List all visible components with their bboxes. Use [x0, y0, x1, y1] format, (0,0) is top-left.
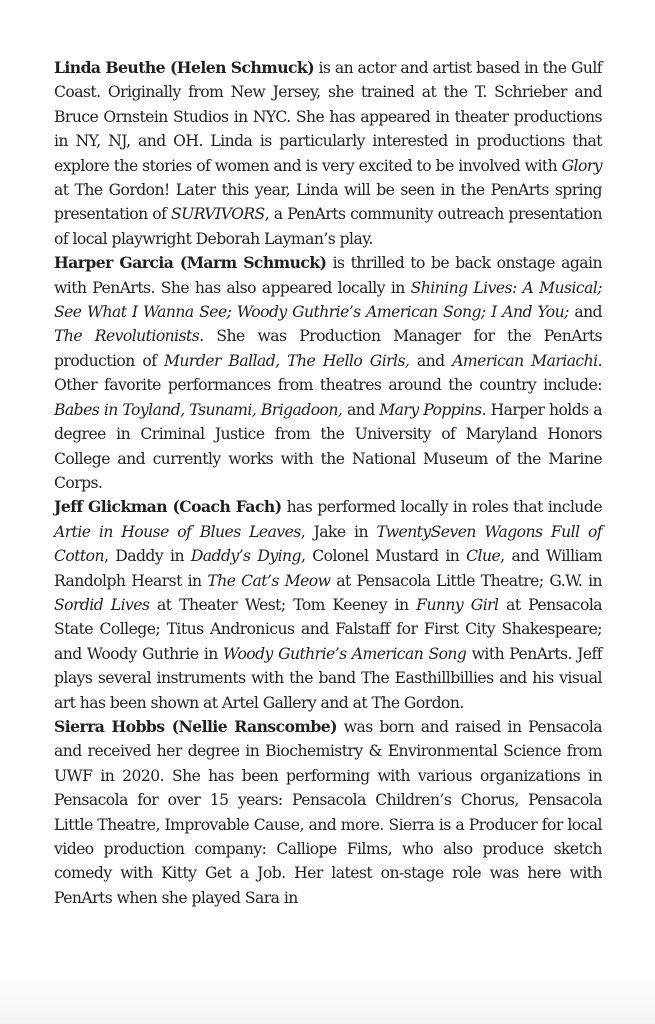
page-bottom-edge	[0, 974, 655, 1024]
bio-text: was born and raised in Pensacola and received her degree in Biochemistry & Environmental Science from UWF in 2020. She has been performing with various organizations in Pensacola for over 15 years: Pensacola Children’s Chorus, Pensacola Little Theatre, Improvable Cause, and more. Sierra is a Producer for local video production company: Calliope Films, who also produce sketch comedy with Kitty Get a Job. Her latest on-stage role was here with PenArts when she played Sara in	[54, 717, 603, 907]
bio-text: . Other favorite performances from theatres around the country include:	[54, 351, 602, 395]
bio-title: Shining Lives: A Musical; See What I Wanna See; Woody Guthrie’s American Song; I And You;	[54, 278, 602, 322]
bio-text: and	[342, 400, 380, 419]
bio-title: Mary Poppins	[379, 400, 482, 419]
bio-text: , Jake in	[300, 522, 377, 541]
bio-text: and	[409, 351, 453, 370]
bio-text: at Theater West; Tom Keeney in	[149, 595, 417, 614]
bio-title: American Mariachi	[452, 351, 598, 370]
bio-title: Daddy’s Dying	[190, 547, 301, 566]
bio-text: and	[568, 303, 602, 322]
bio-text: , a PenArts community outreach presentation of local playwright Deborah Layman’s play.	[54, 205, 602, 248]
bio-name: Sierra Hobbs (Nellie Ranscombe)	[54, 716, 337, 736]
bio-title: Artie in House of Blues Leaves	[54, 522, 301, 541]
bio-title: SURVIVORS	[171, 205, 265, 224]
bio-text: . She was Production Manager for the PenArts production of	[54, 327, 602, 370]
bio-sierra-hobbs	[54, 715, 602, 910]
bio-text: is thrilled to be back onstage again with PenArts. She has also appeared locally in	[54, 254, 602, 297]
bio-title: Woody Guthrie’s American Song	[223, 644, 467, 663]
bio-text: at Pensacola State College; Titus Andronicus and Falstaff for First City Shakespeare; and Woody Guthrie in	[54, 595, 602, 663]
bio-title: Murder Ballad, The Hello Girls,	[164, 351, 410, 370]
bio-jeff-glickman	[54, 495, 602, 715]
bio-linda-beuthe	[54, 56, 602, 251]
bio-text: is an actor and artist based in the Gulf Coast. Originally from New Jersey, she trained at the T. Schrieber and Bruce Ornstein Studios in NYC. She has appeared in theater productions in NY, NJ, and OH. Linda is particularly interested in productions that explore the stories of women and is very excited to be involved with	[54, 59, 603, 175]
bio-title: Funny Girl	[416, 595, 499, 614]
bio-title: The Cat’s Meow	[207, 571, 331, 590]
bio-title: Babes in Toyland, Tsunami, Brigadoon,	[54, 400, 343, 419]
bio-text: , Daddy in	[103, 547, 191, 566]
bio-title: The Revolutionists	[54, 327, 200, 346]
bio-text: at The Gordon! Later this year, Linda will be seen in the PenArts spring presentation of	[54, 181, 602, 224]
bio-title: TwentySeven Wagons Full of Cotton	[54, 522, 602, 566]
bio-title: Sordid Lives	[54, 595, 150, 614]
bio-title: Clue	[466, 547, 501, 566]
bio-text: , Colonel Mustard in	[300, 547, 467, 566]
bio-text: at Pensacola Little Theatre; G.W. in	[330, 571, 602, 590]
bio-text: , and William Randolph Hearst in	[54, 547, 602, 590]
bio-name: Jeff Glickman (Coach Fach)	[54, 497, 282, 517]
bio-title: Glory	[561, 156, 602, 175]
bio-name: Harper Garcia (Marm Schmuck)	[54, 253, 327, 273]
bio-text: . Harper holds a degree in Criminal Justice from the University of Maryland Honors College and currently works with the National Museum of the Marine Corps.	[54, 400, 602, 492]
bio-harper-garcia	[54, 251, 602, 495]
bio-name: Linda Beuthe (Helen Schmuck)	[54, 58, 315, 77]
bio-text: with PenArts. Jeff plays several instruments with the band The Easthillbillies and his visual art has been shown at Artel Gallery and at The Gordon.	[54, 644, 602, 712]
cast-bios-page	[54, 56, 602, 910]
bio-text: has performed locally in roles that include	[281, 498, 602, 517]
